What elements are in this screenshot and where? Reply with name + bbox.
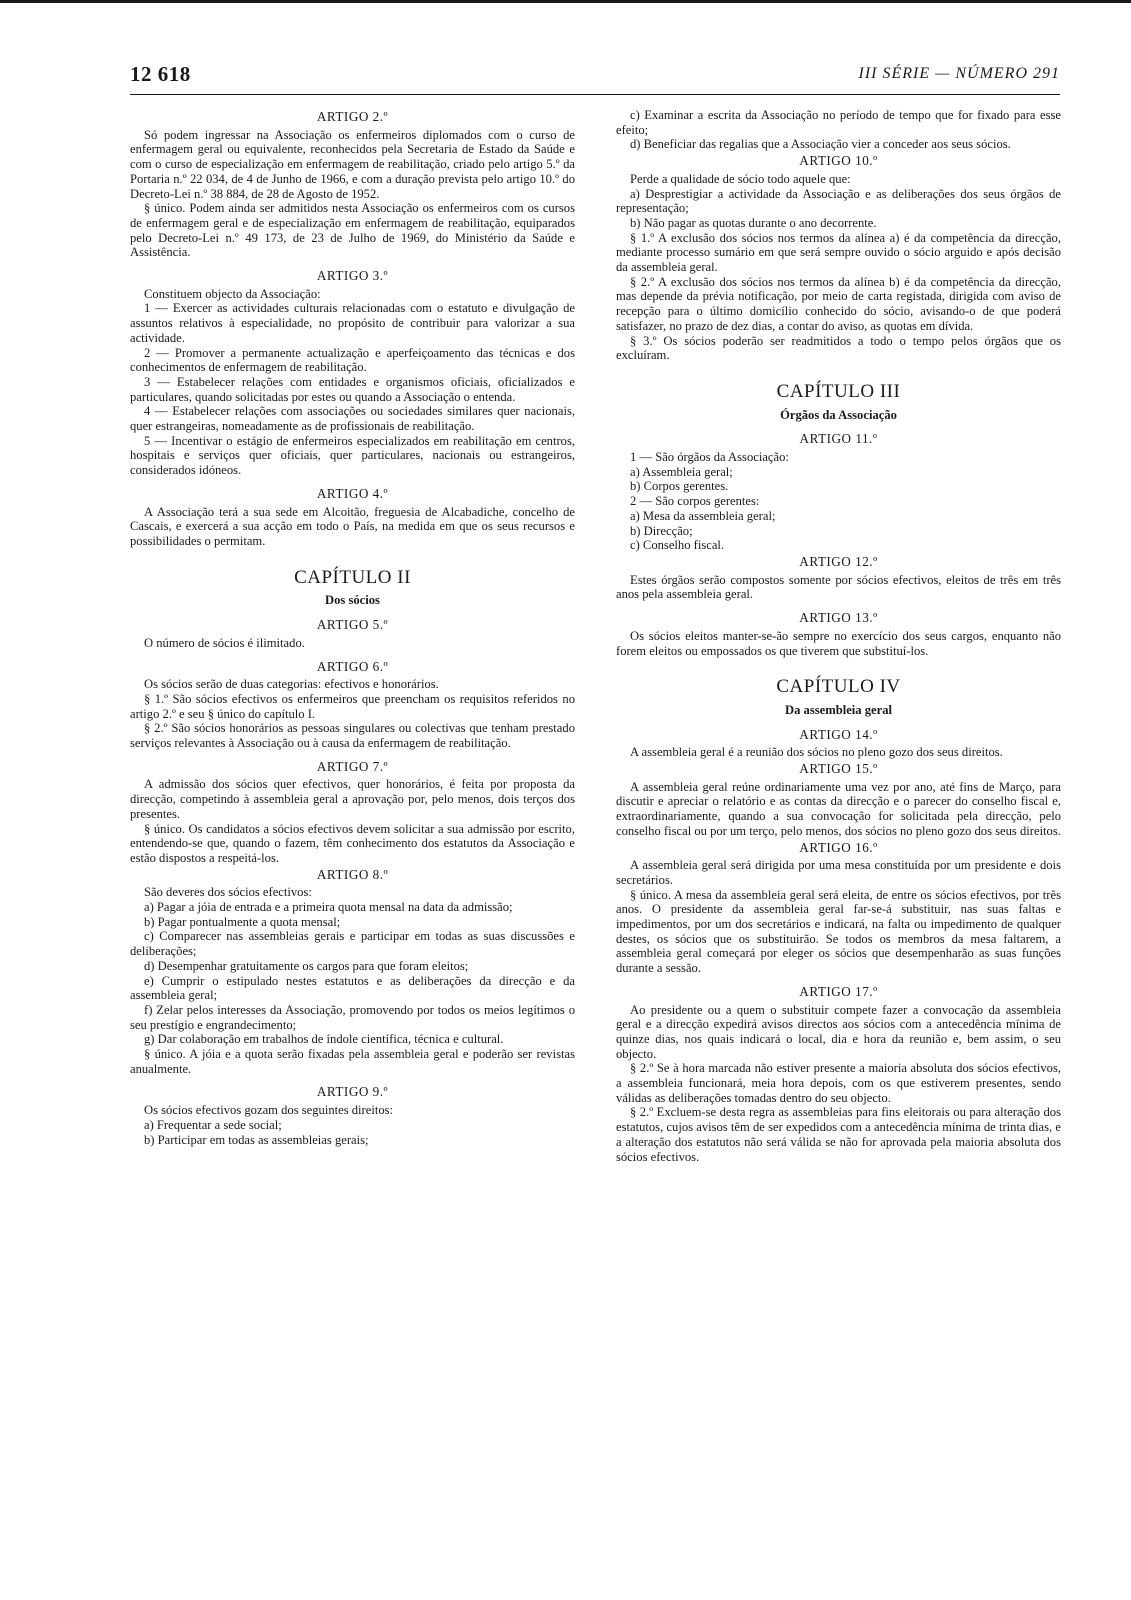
article-8-item-a: a) Pagar a jóia de entrada e a primeira quota mensal na data da admissão; [144,900,513,915]
article-17-paragraph-1: Ao presidente ou a quem o substituir compete fazer a convocação da assembleia geral e a direcção expedirá avisos directos aos sócios com a antecedência mínima de quinze dias, nos quais indicará o local, dia e hora da reunião e, bem assim, o seu objecto. [616,1002,1061,1061]
article-8-item-g: g) Dar colaboração em trabalhos de índole científica, técnica e cultural. [144,1032,504,1047]
left-column [130,108,575,1147]
article-4-paragraph: A Associação terá a sua sede em Alcoitão, freguesia de Alcabadiche, concelho de Cascais, e exercerá a sua acção em todo o País, na medida em que os seus recursos e possibilidades o permitam. [130,504,575,548]
article-11-item-2c: c) Conselho fiscal. [630,538,725,553]
article-11-item-1b: b) Corpos gerentes. [630,479,729,494]
article-3-intro: Constituem objecto da Associação: [144,286,321,301]
article-10-paragraph-3: § 3.º Os sócios poderão ser readmitidos a todo o tempo pelos órgãos que os excluíram. [616,333,1061,363]
article-2-paragraph: Só podem ingressar na Associação os enfermeiros diplomados com o curso de enfermagem geral ou equivalente, reconhecidos pela Secretaria de Estado da Saúde e com o curso de especialização em enfermagem de reabilitação, criado pelo artigo 5.º da Portaria n.º 22 034, de 4 de Junho de 1966, e com a duração prevista pelo artigo 10.º do Decreto-Lei n.º 38 884, de 28 de Agosto de 1952. [130,127,575,201]
article-8-item-b: b) Pagar pontualmente a quota mensal; [144,914,341,929]
article-7-paragraph-2: § único. Os candidatos a sócios efectivos devem solicitar a sua admissão por escrito, entendendo-se que, quando o fazem, têm conhecimento dos estatutos da Associação e estão dispostos a respeitá-los. [130,821,575,865]
chapter-2-subtitle: Dos sócios [325,593,380,608]
chapter-2-title: CAPÍTULO II [294,566,411,588]
article-10-item-a: a) Desprestigiar a actividade da Associação e as deliberações dos seus órgãos de representação; [616,186,1061,216]
chapter-4-title: CAPÍTULO IV [776,676,901,698]
article-8-item-c: c) Comparecer nas assembleias gerais e participar em todas as suas discussões e deliberações; [130,929,575,959]
article-10-paragraph-2: § 2.º A exclusão dos sócios nos termos da alínea b) é da competência da direcção, mas depende da prévia notificação, por meio de carta registada, dirigida com aviso de recepção para o último domicílio conhecido do sócio, avisando-o de que poderá satisfazer, no prazo de dez dias, a contar do aviso, as quotas em dívida. [616,274,1061,333]
right-column [616,108,1061,1164]
article-4-title: ARTIGO 4.º [316,485,389,501]
article-8-intro: São deveres dos sócios efectivos: [144,885,312,900]
chapter-3-title: CAPÍTULO III [776,380,901,402]
article-3-item-4: 4 — Estabelecer relações com associações ou sociedades similares quer nacionais, quer estrangeiras, nomeadamente as de profissionais de reabilitação. [130,404,575,434]
article-8-unique-paragraph: § único. A jóia e a quota serão fixadas pela assembleia geral e poderão ser revistas anualmente. [130,1047,575,1076]
article-7-title: ARTIGO 7.º [316,758,389,774]
page-number: 12 618 [130,62,191,86]
article-17-title: ARTIGO 17.º [799,983,878,999]
article-9-item-b: b) Participar em todas as assembleias gerais; [144,1132,369,1147]
article-3-title: ARTIGO 3.º [316,268,389,284]
article-15-paragraph: A assembleia geral reúne ordinariamente uma vez por ano, até fins de Março, para discutir e apreciar o relatório e as contas da direcção e o parecer do conselho fiscal e, extraordinariamente, quando a sua convocação for solicitada pela direcção, pelo conselho fiscal ou por um terço, pelo menos, dos sócios no pleno gozo dos seus direitos. [616,779,1061,838]
article-15-title: ARTIGO 15.º [799,761,878,777]
article-11-item-2b: b) Direcção; [630,523,693,538]
article-3-item-5: 5 — Incentivar o estágio de enfermeiros especializados em reabilitação em centros, hospitais e serviços quer oficiais, quer particulares, nacionais ou estrangeiros, considerados idóneos. [130,433,575,478]
series-number: III SÉRIE — NÚMERO 291 [858,65,1060,82]
article-10-title: ARTIGO 10.º [799,153,878,169]
article-6-paragraph-1: Os sócios serão de duas categorias: efectivos e honorários. [144,677,439,692]
article-9-item-d: d) Beneficiar das regalias que a Associação vier a conceder aos seus sócios. [630,137,1011,152]
article-5-paragraph: O número de sócios é ilimitado. [144,635,305,650]
article-11-item-2: 2 — São corpos gerentes: [630,494,760,509]
article-9-item-c: c) Examinar a escrita da Associação no período de tempo que for fixado para esse efeito; [616,108,1061,137]
article-8-item-d: d) Desempenhar gratuitamente os cargos para que foram eleitos; [144,958,469,973]
article-7-paragraph-1: A admissão dos sócios quer efectivos, quer honorários, é feita por proposta da direcção, competindo à assembleia geral a aprovação por, pelo menos, dois terços dos presentes. [130,777,575,821]
article-10-intro: Perde a qualidade de sócio todo aquele que: [630,171,851,186]
article-2-title: ARTIGO 2.º [316,109,389,124]
article-11-title: ARTIGO 11.º [799,431,878,447]
article-9-title: ARTIGO 9.º [316,1084,389,1100]
article-16-title: ARTIGO 16.º [799,839,878,855]
article-6-paragraph-2: § 1.º São sócios efectivos os enfermeiros que preencham os requisitos referidos no artigo 2.º e seu § único do capítulo I. [130,691,575,721]
article-8-item-f: f) Zelar pelos interesses da Associação, promovendo por todos os meios legítimos o seu prestígio e engrandecimento; [130,1002,575,1032]
article-3-item-3: 3 — Estabelecer relações com entidades e organismos oficiais, oficializados e particulares, quando solicitadas por estes ou quando a Associação o entenda. [130,374,575,404]
article-16-paragraph-2: § único. A mesa da assembleia geral será eleita, de entre os sócios efectivos, por três anos. O presidente da assembleia geral far-se-á substituir, nas suas faltas e impedimentos, por um dos secretários e indicará, na falta ou impedimento de qualquer destes, os sócios que os substituirão. Se todos os membros da mesa faltarem, a assembleia geral começará por eleger os sócios que desempenharão as suas funções durante a sessão. [616,887,1061,976]
chapter-3-subtitle: Órgãos da Associação [780,407,897,422]
article-13-paragraph: Os sócios eleitos manter-se-ão sempre no exercício dos seus cargos, enquanto não forem eleitos ou empossados os que tiverem que substituí-los. [616,628,1061,658]
article-8-item-e: e) Cumprir o estipulado nestes estatutos e as deliberações da direcção e da assembleia geral; [130,973,575,1003]
article-14-title: ARTIGO 14.º [799,726,878,742]
article-6-paragraph-3: § 2.º São sócios honorários as pessoas singulares ou colectivas que tenham prestado serviços relevantes à Associação ou à causa da enfermagem de reabilitação. [130,721,575,751]
article-6-title: ARTIGO 6.º [316,658,389,674]
article-12-title: ARTIGO 12.º [799,553,878,569]
article-3-item-1: 1 — Exercer as actividades culturais relacionadas com o estatuto e divulgação de assuntos relativos à especialidade, no propósito de contribuir para valorizar a sua actividade. [130,301,575,345]
article-3-item-2: 2 — Promover a permanente actualização e aperfeiçoamento das técnicas e dos conhecimentos de enfermagem de reabilitação. [130,345,575,375]
page-header [130,62,1060,92]
article-11-item-1: 1 — São órgãos da Associação: [630,450,789,465]
article-12-paragraph: Estes órgãos serão compostos somente por sócios efectivos, eleitos de três em três anos pela assembleia geral. [616,572,1061,602]
article-10-paragraph-1: § 1.º A exclusão dos sócios nos termos da alínea a) é da competência da direcção, mediante processo sumário em que será sempre ouvido o sócio arguido e após decisão da assembleia geral. [616,230,1061,275]
article-17-paragraph-3: § 2.º Excluem-se desta regra as assembleias para fins eleitorais ou para alteração dos estatutos, cujos avisos têm de ser expedidos com a antecedência mínima de trinta dias, e a alteração dos estatutos não será válida se não for aprovada pela maioria absoluta dos sócios efectivos. [616,1105,1061,1164]
article-8-title: ARTIGO 8.º [316,866,389,882]
chapter-4-subtitle: Da assembleia geral [784,702,893,717]
article-5-title: ARTIGO 5.º [316,617,389,633]
header-rule [130,94,1060,95]
top-border-rule [0,0,1131,3]
article-14-paragraph: A assembleia geral é a reunião dos sócios no pleno gozo dos seus direitos. [630,745,1003,760]
article-9-intro: Os sócios efectivos gozam dos seguintes direitos: [144,1103,394,1118]
article-11-item-1a: a) Assembleia geral; [630,464,733,479]
article-17-paragraph-2: § 2.º Se à hora marcada não estiver presente a maioria absoluta dos sócios efectivos, a assembleia funcionará, meia hora depois, com os que estiverem presentes, sendo válidas as deliberações tomadas dentro do seu objecto. [616,1061,1061,1105]
article-9-item-a: a) Frequentar a sede social; [144,1117,282,1132]
article-2-unique-paragraph: § único. Podem ainda ser admitidos nesta Associação os enfermeiros com os cursos de enfermagem geral e de especialização em enfermagem de reabilitação, equiparados pelo Decreto-Lei n.º 49 173, de 23 de Julho de 1969, do Ministério da Saúde e Assistência. [130,201,575,260]
article-11-item-2a: a) Mesa da assembleia geral; [630,508,776,523]
article-13-title: ARTIGO 13.º [799,610,878,626]
article-16-paragraph-1: A assembleia geral será dirigida por uma mesa constituída por um presidente e dois secretários. [616,858,1061,887]
article-10-item-b: b) Não pagar as quotas durante o ano decorrente. [630,215,877,230]
